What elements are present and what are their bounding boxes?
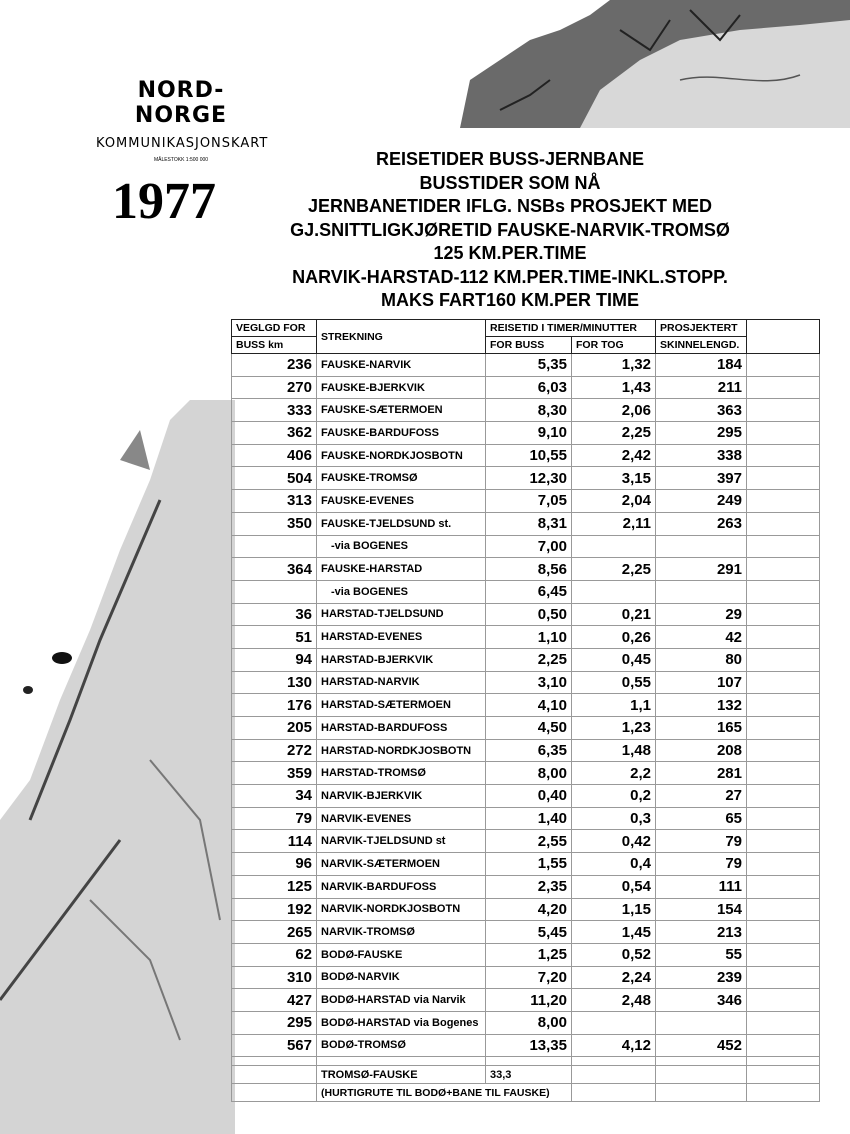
table-row [232, 648, 820, 671]
cell-train-time: 2,11 [572, 512, 656, 535]
cell-bus-time: 6,45 [486, 580, 572, 603]
cell-bus-time: 8,00 [486, 762, 572, 785]
cell-blank [317, 1057, 486, 1066]
cell-blank [747, 875, 820, 898]
cell-blank [747, 467, 820, 490]
header-strekning: STREKNING [317, 320, 486, 354]
header-prosjektert: PROSJEKTERT [656, 320, 747, 337]
cell-rail-length: 291 [656, 558, 747, 581]
cell-rail-length: 29 [656, 603, 747, 626]
cell-train-time: 0,21 [572, 603, 656, 626]
heading-line: MAKS FART160 KM.PER TIME [380, 290, 640, 310]
map-fragment-top [440, 0, 850, 128]
cell-rail-length: 132 [656, 694, 747, 717]
cell-train-time: 0,55 [572, 671, 656, 694]
cell-route: BODØ-HARSTAD via Narvik [317, 989, 486, 1012]
cell-route: HARSTAD-NORDKJOSBOTN [317, 739, 486, 762]
cell-blank [747, 1034, 820, 1057]
cell-train-time: 1,48 [572, 739, 656, 762]
cell-bus-time: 8,00 [486, 1011, 572, 1034]
cell-km: 176 [232, 694, 317, 717]
cell-train-time: 2,24 [572, 966, 656, 989]
cell-blank [747, 354, 820, 377]
cell-route: -via BOGENES [317, 535, 486, 558]
cell-blank [747, 535, 820, 558]
table-row [232, 580, 820, 603]
cell-blank [486, 1057, 572, 1066]
cell-km: 51 [232, 626, 317, 649]
cell-rail-length: 281 [656, 762, 747, 785]
heading-line: 125 KM.PER.TIME [433, 243, 587, 263]
cell-blank [232, 1057, 317, 1066]
cell-route: HARSTAD-BARDUFOSS [317, 717, 486, 740]
cell-rail-length: 165 [656, 717, 747, 740]
cell-blank [747, 898, 820, 921]
table-row [232, 694, 820, 717]
cell-km: 130 [232, 671, 317, 694]
cell-km: 205 [232, 717, 317, 740]
cell-blank [747, 376, 820, 399]
cell-train-time: 1,45 [572, 921, 656, 944]
cell-train-time: 2,42 [572, 444, 656, 467]
cell-blank [747, 853, 820, 876]
cell-km: 362 [232, 422, 317, 445]
cell-route: NARVIK-EVENES [317, 807, 486, 830]
cell-blank [747, 626, 820, 649]
cell-train-time [572, 535, 656, 558]
cell-bus-time: 6,03 [486, 376, 572, 399]
travel-time-table [231, 319, 820, 1102]
cell-rail-length: 239 [656, 966, 747, 989]
cell-bus-time: 8,30 [486, 399, 572, 422]
cell-route: FAUSKE-HARSTAD [317, 558, 486, 581]
cell-route: HARSTAD-TROMSØ [317, 762, 486, 785]
footer-route: TROMSØ-FAUSKE [317, 1066, 486, 1084]
cell-rail-length [656, 535, 747, 558]
table-row [232, 807, 820, 830]
cell-train-time: 4,12 [572, 1034, 656, 1057]
cell-route: FAUSKE-BARDUFOSS [317, 422, 486, 445]
cell-km [232, 580, 317, 603]
cell-train-time: 1,23 [572, 717, 656, 740]
cell-route: FAUSKE-SÆTERMOEN [317, 399, 486, 422]
cell-rail-length: 452 [656, 1034, 747, 1057]
footer-bus-time: 33,3 [486, 1066, 572, 1084]
header-blank [747, 320, 820, 354]
cell-route: HARSTAD-BJERKVIK [317, 648, 486, 671]
cell-train-time: 0,2 [572, 785, 656, 808]
table-footer-row [232, 1066, 820, 1084]
header-buss-km: BUSS km [232, 337, 317, 354]
cell-rail-length: 79 [656, 830, 747, 853]
heading-line: NARVIK-HARSTAD-112 KM.PER.TIME-INKL.STOPP. [292, 266, 728, 287]
cell-km: 79 [232, 807, 317, 830]
cell-bus-time: 5,45 [486, 921, 572, 944]
cell-bus-time: 0,40 [486, 785, 572, 808]
cell-train-time [572, 580, 656, 603]
cell-bus-time: 4,50 [486, 717, 572, 740]
cell-km: 364 [232, 558, 317, 581]
cell-km: 313 [232, 490, 317, 513]
cell-rail-length: 111 [656, 875, 747, 898]
cell-rail-length: 27 [656, 785, 747, 808]
cell-bus-time: 5,35 [486, 354, 572, 377]
table-header-row [232, 320, 820, 337]
cell-train-time: 2,2 [572, 762, 656, 785]
cell-km: 125 [232, 875, 317, 898]
cell-km: 236 [232, 354, 317, 377]
cell-km: 270 [232, 376, 317, 399]
cell-rail-length: 213 [656, 921, 747, 944]
cell-blank [747, 1057, 820, 1066]
cell-route: FAUSKE-TJELDSUND st. [317, 512, 486, 535]
cell-train-time: 0,52 [572, 943, 656, 966]
document-heading [240, 148, 780, 313]
cell-bus-time: 2,25 [486, 648, 572, 671]
cell-km: 295 [232, 1011, 317, 1034]
cell-blank [747, 512, 820, 535]
cell-blank [232, 1066, 317, 1084]
cell-route: HARSTAD-SÆTERMOEN [317, 694, 486, 717]
cell-blank [572, 1057, 656, 1066]
cell-train-time: 0,4 [572, 853, 656, 876]
cell-blank [747, 807, 820, 830]
cell-route: FAUSKE-NARVIK [317, 354, 486, 377]
cell-blank [747, 580, 820, 603]
cell-bus-time: 2,35 [486, 875, 572, 898]
cell-train-time: 1,1 [572, 694, 656, 717]
table-row [232, 853, 820, 876]
table-row [232, 739, 820, 762]
table-row [232, 376, 820, 399]
cell-train-time: 2,04 [572, 490, 656, 513]
table-row [232, 989, 820, 1012]
table-row [232, 603, 820, 626]
cell-blank [656, 1066, 747, 1084]
heading-line: BUSSTIDER SOM NÅ [419, 172, 601, 193]
cell-route: NARVIK-BJERKVIK [317, 785, 486, 808]
heading-line: JERNBANETIDER IFLG. NSBs PROSJEKT MED [307, 196, 713, 216]
footer-note: (HURTIGRUTE TIL BODØ+BANE TIL FAUSKE) [317, 1084, 572, 1102]
cell-km: 310 [232, 966, 317, 989]
cell-route: FAUSKE-TROMSØ [317, 467, 486, 490]
cell-rail-length: 80 [656, 648, 747, 671]
cell-route: NARVIK-BARDUFOSS [317, 875, 486, 898]
table-row [232, 875, 820, 898]
cell-rail-length: 42 [656, 626, 747, 649]
heading-line: REISETIDER BUSS-JERNBANE [375, 149, 645, 169]
cell-train-time: 2,25 [572, 422, 656, 445]
table-row [232, 422, 820, 445]
cell-route: NARVIK-TROMSØ [317, 921, 486, 944]
table-row [232, 671, 820, 694]
table-row [232, 830, 820, 853]
cell-bus-time: 13,35 [486, 1034, 572, 1057]
cell-rail-length: 208 [656, 739, 747, 762]
cell-blank [747, 648, 820, 671]
table-row [232, 399, 820, 422]
table-row [232, 966, 820, 989]
cell-blank [747, 603, 820, 626]
cell-rail-length: 263 [656, 512, 747, 535]
cell-km: 96 [232, 853, 317, 876]
cell-rail-length: 211 [656, 376, 747, 399]
cell-bus-time: 6,35 [486, 739, 572, 762]
cell-bus-time: 9,10 [486, 422, 572, 445]
cell-bus-time: 7,20 [486, 966, 572, 989]
header-reisetid: REISETID I TIMER/MINUTTER [486, 320, 656, 337]
table-row [232, 512, 820, 535]
cell-train-time: 2,06 [572, 399, 656, 422]
table-row [232, 535, 820, 558]
cell-blank [572, 1084, 656, 1102]
cell-km: 406 [232, 444, 317, 467]
header-for-tog: FOR TOG [572, 337, 656, 354]
cell-blank [747, 943, 820, 966]
table-row [232, 717, 820, 740]
cell-blank [747, 989, 820, 1012]
cell-blank [747, 785, 820, 808]
cell-km [232, 535, 317, 558]
cell-blank [232, 1084, 317, 1102]
cell-km: 192 [232, 898, 317, 921]
brand-scale: MÅLESTOKK 1:500 000 [153, 157, 209, 163]
cell-train-time [572, 1011, 656, 1034]
cell-route: HARSTAD-NARVIK [317, 671, 486, 694]
cell-train-time: 1,43 [572, 376, 656, 399]
cell-km: 567 [232, 1034, 317, 1057]
table-row [232, 921, 820, 944]
brand-subtitle: KOMMUNIKASJONSKART [96, 136, 269, 151]
cell-bus-time: 10,55 [486, 444, 572, 467]
cell-route: NARVIK-NORDKJOSBOTN [317, 898, 486, 921]
cell-rail-length [656, 1011, 747, 1034]
table-row [232, 444, 820, 467]
cell-blank [747, 558, 820, 581]
cell-bus-time: 7,05 [486, 490, 572, 513]
cell-blank [656, 1084, 747, 1102]
cell-rail-length: 154 [656, 898, 747, 921]
table-row [232, 467, 820, 490]
cell-train-time: 3,15 [572, 467, 656, 490]
cell-bus-time: 4,20 [486, 898, 572, 921]
brand-title: NORD-NORGE [134, 78, 228, 128]
cell-route: HARSTAD-TJELDSUND [317, 603, 486, 626]
cell-route: -via BOGENES [317, 580, 486, 603]
cell-km: 34 [232, 785, 317, 808]
table-row [232, 762, 820, 785]
cell-blank [747, 966, 820, 989]
cell-bus-time: 8,31 [486, 512, 572, 535]
cell-blank [747, 694, 820, 717]
cell-blank [747, 717, 820, 740]
cell-train-time: 2,48 [572, 989, 656, 1012]
header-skinnelengd: SKINNELENGD. [656, 337, 747, 354]
table-row [232, 898, 820, 921]
map-fragment-left [0, 400, 235, 1134]
table-row [232, 558, 820, 581]
cell-route: HARSTAD-EVENES [317, 626, 486, 649]
cell-rail-length: 55 [656, 943, 747, 966]
cell-km: 359 [232, 762, 317, 785]
cell-route: BODØ-FAUSKE [317, 943, 486, 966]
cell-train-time: 0,26 [572, 626, 656, 649]
table-row [232, 626, 820, 649]
cell-bus-time: 8,56 [486, 558, 572, 581]
cell-blank [572, 1066, 656, 1084]
cell-route: NARVIK-TJELDSUND st [317, 830, 486, 853]
cell-rail-length: 184 [656, 354, 747, 377]
cell-blank [747, 1084, 820, 1102]
cell-bus-time: 1,40 [486, 807, 572, 830]
cell-rail-length: 295 [656, 422, 747, 445]
cell-km: 272 [232, 739, 317, 762]
cell-km: 36 [232, 603, 317, 626]
cell-blank [747, 671, 820, 694]
cell-km: 427 [232, 989, 317, 1012]
cell-rail-length: 338 [656, 444, 747, 467]
cell-bus-time: 1,10 [486, 626, 572, 649]
cell-rail-length: 65 [656, 807, 747, 830]
cell-km: 114 [232, 830, 317, 853]
cell-bus-time: 0,50 [486, 603, 572, 626]
heading-line: GJ.SNITTLIGKJØRETID FAUSKE-NARVIK-TROMSØ [290, 219, 730, 240]
cell-km: 62 [232, 943, 317, 966]
cell-km: 504 [232, 467, 317, 490]
cell-route: FAUSKE-BJERKVIK [317, 376, 486, 399]
cell-rail-length: 249 [656, 490, 747, 513]
cell-route: BODØ-TROMSØ [317, 1034, 486, 1057]
cell-blank [656, 1057, 747, 1066]
cell-blank [747, 1066, 820, 1084]
cell-rail-length: 397 [656, 467, 747, 490]
cell-blank [747, 830, 820, 853]
cell-blank [747, 1011, 820, 1034]
table-footer-row [232, 1084, 820, 1102]
year-label: 1977 [112, 173, 216, 230]
cell-blank [747, 444, 820, 467]
table-row [232, 943, 820, 966]
cell-blank [747, 762, 820, 785]
table-row [232, 1034, 820, 1057]
cell-route: FAUSKE-EVENES [317, 490, 486, 513]
cell-rail-length: 346 [656, 989, 747, 1012]
header-for-buss: FOR BUSS [486, 337, 572, 354]
cell-train-time: 0,3 [572, 807, 656, 830]
cell-km: 94 [232, 648, 317, 671]
cell-rail-length: 363 [656, 399, 747, 422]
cell-train-time: 0,54 [572, 875, 656, 898]
table-row [232, 490, 820, 513]
table-row [232, 1011, 820, 1034]
header-veglgd: VEGLGD FOR [232, 320, 317, 337]
cell-bus-time: 4,10 [486, 694, 572, 717]
cell-bus-time: 3,10 [486, 671, 572, 694]
cell-km: 265 [232, 921, 317, 944]
cell-train-time: 1,32 [572, 354, 656, 377]
cell-train-time: 2,25 [572, 558, 656, 581]
cell-bus-time: 1,55 [486, 853, 572, 876]
cell-bus-time: 11,20 [486, 989, 572, 1012]
cell-blank [747, 399, 820, 422]
cell-bus-time: 1,25 [486, 943, 572, 966]
cell-blank [747, 921, 820, 944]
cell-bus-time: 2,55 [486, 830, 572, 853]
cell-blank [747, 739, 820, 762]
cell-km: 333 [232, 399, 317, 422]
cell-train-time: 0,45 [572, 648, 656, 671]
table-row [232, 785, 820, 808]
cell-train-time: 1,15 [572, 898, 656, 921]
cell-km: 350 [232, 512, 317, 535]
cell-route: FAUSKE-NORDKJOSBOTN [317, 444, 486, 467]
cell-rail-length [656, 580, 747, 603]
cell-blank [747, 422, 820, 445]
cell-rail-length: 107 [656, 671, 747, 694]
cell-blank [747, 490, 820, 513]
cell-route: BODØ-NARVIK [317, 966, 486, 989]
cell-route: NARVIK-SÆTERMOEN [317, 853, 486, 876]
cell-bus-time: 7,00 [486, 535, 572, 558]
cell-route: BODØ-HARSTAD via Bogenes [317, 1011, 486, 1034]
cell-bus-time: 12,30 [486, 467, 572, 490]
cell-rail-length: 79 [656, 853, 747, 876]
table-spacer-row [232, 1057, 820, 1066]
table-row [232, 354, 820, 377]
cell-train-time: 0,42 [572, 830, 656, 853]
